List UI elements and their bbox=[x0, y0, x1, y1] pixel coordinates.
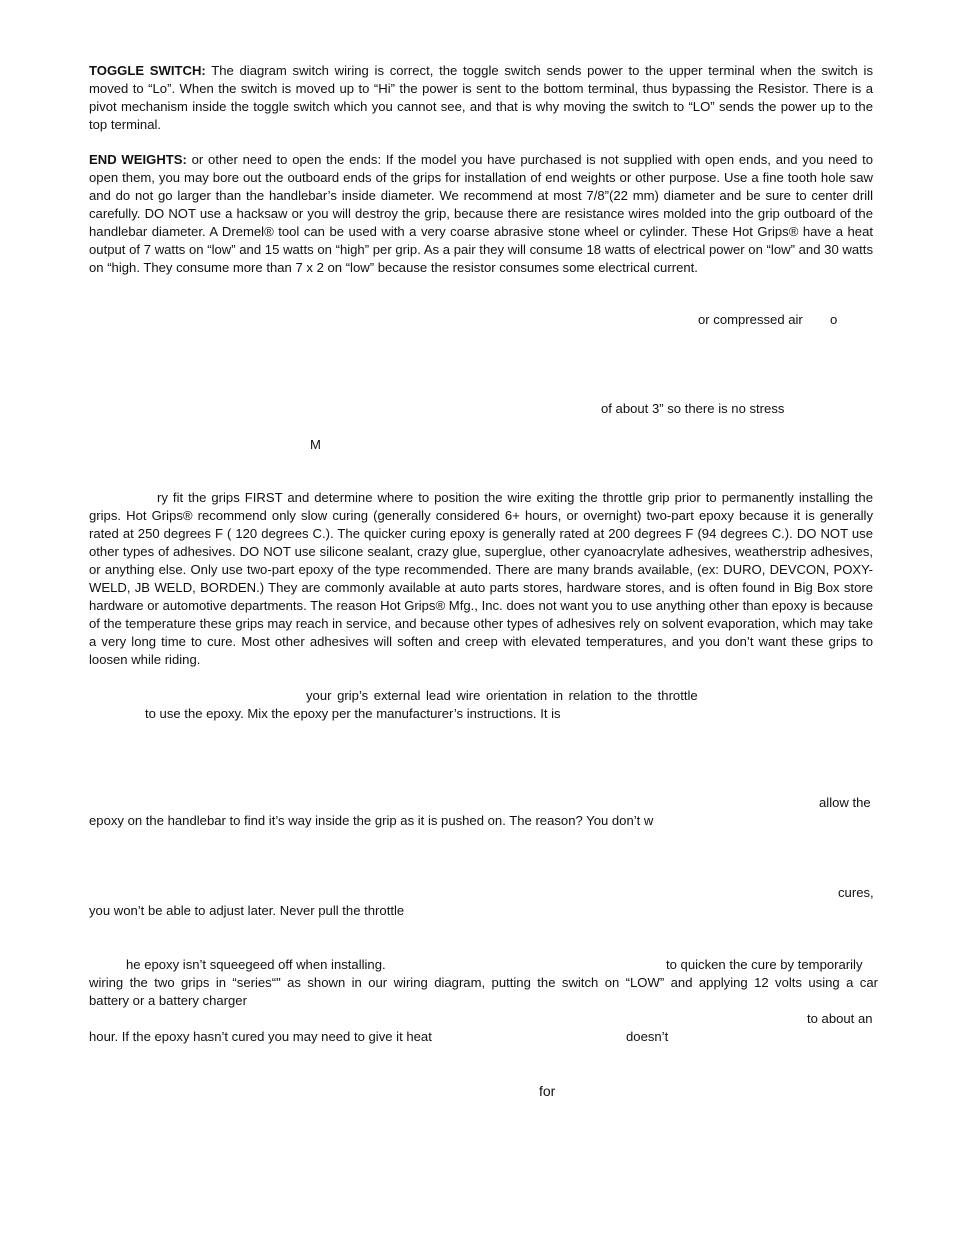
about-an-fragment: to about an bbox=[807, 1011, 873, 1026]
epoxy-paragraph bbox=[89, 489, 873, 669]
doesnt-fragment: doesn’t bbox=[626, 1029, 669, 1044]
compressed-air-fragment: or compressed air bbox=[698, 312, 803, 327]
heat-line: hour. If the epoxy hasn’t cured you may need to give it heat bbox=[89, 1029, 432, 1044]
toggle-switch-heading: TOGGLE SWITCH: bbox=[89, 63, 206, 78]
toggle-switch-text: The diagram switch wiring is correct, the toggle switch sends power to the upper terminal when the switch is moved to “Lo”. When the switch is moved up to “Hi” the power is sent to the bottom terminal, thus bypassing the Resistor. There is a pivot mechanism inside the toggle switch which you cannot see, and that is why moving the switch to “LO” sends the power up to the top terminal. bbox=[89, 63, 873, 132]
epoxy-text: ry fit the grips FIRST and determine where to position the wire exiting the throttle grip prior to permanently installing the grips. Hot Grips® recommend only slow curing (generally considered 6+ hours, or overnight) two-part epoxy because it is generally rated at 250 degrees F ( 120 degrees C.). The quicker curing epoxy is generally rated at 200 degrees F (94 degrees C.). DO NOT use other types of adhesives. DO NOT use silicone sealant, crazy glue, superglue, other cyanoacrylate adhesives, weatherstrip adhesives, or anything else. Only use two-part epoxy of the type recommended. There are many brands available, (ex: DURO, DEVCON, POXY-WELD, JB WELD, BORDEN.) They are commonly available at auto parts stores, hardware stores, and is often found in Big Box store hardware or automotive departments. The reason Hot Grips® Mfg., Inc. does not want you to use anything other than epoxy is because of the temperature these grips may reach in service, and because other types of adhesives rely on solvent evaporation, which may take a very long time to cure. Most other adhesives will soften and creep with elevated temperatures, and you don’t want these grips to loosen while riding. bbox=[89, 490, 873, 667]
handlebar-line: epoxy on the handlebar to find it’s way inside the grip as it is pushed on. The reason? You don’t w bbox=[89, 813, 654, 828]
end-weights-text: or other need to open the ends: If the model you have purchased is not supplied with open ends, and you need to open them, you may bore out the outboard ends of the grips for installation of end weights or other purpose. Use a fine tooth hole saw and do not go larger than the handlebar’s inside diameter. We recommend at most 7/8”(22 mm) diameter and be sure to center drill carefully. DO NOT use a hacksaw or you will destroy the grip, because there are resistance wires molded into the grip outboard of the handlebar diameter. A Dremel® tool can be used with a very coarse abrasive stone wheel or cylinder. These Hot Grips® have a heat output of 7 watts on “low” and 15 watts on “high” per grip. As a pair they will consume 18 watts of electrical power on “low” and 30 watts on “high. They consume more than 7 x 2 on “low” because the resistor consumes some electrical current. bbox=[89, 152, 873, 275]
orientation-line-2: to use the epoxy. Mix the epoxy per the manufacturer’s instructions. It is bbox=[145, 706, 561, 721]
end-weights-heading: END WEIGHTS: bbox=[89, 152, 187, 167]
m-fragment: M bbox=[310, 437, 321, 452]
toggle-switch-paragraph bbox=[89, 62, 873, 134]
for-fragment: for bbox=[539, 1083, 556, 1099]
about-3-fragment: of about 3” so there is no stress bbox=[601, 401, 785, 416]
series-wiring-line: wiring the two grips in “series“" as shown in our wiring diagram, putting the switch on “LOW” and applying 12 volts using a car bbox=[89, 975, 878, 990]
orientation-line-1: your grip’s external lead wire orientation in relation to the throttle bbox=[306, 688, 698, 703]
cures-fragment: cures, bbox=[838, 885, 874, 900]
adjust-line: you won’t be able to adjust later. Never pull the throttle bbox=[89, 903, 405, 918]
quicken-fragment: to quicken the cure by temporarily bbox=[666, 957, 863, 972]
squeegeed-fragment: he epoxy isn’t squeegeed off when installing. bbox=[126, 957, 386, 972]
allow-the-fragment: allow the bbox=[819, 795, 871, 810]
end-weights-paragraph bbox=[89, 151, 873, 277]
o-fragment: o bbox=[830, 312, 838, 327]
battery-line: battery or a battery charger bbox=[89, 993, 247, 1008]
